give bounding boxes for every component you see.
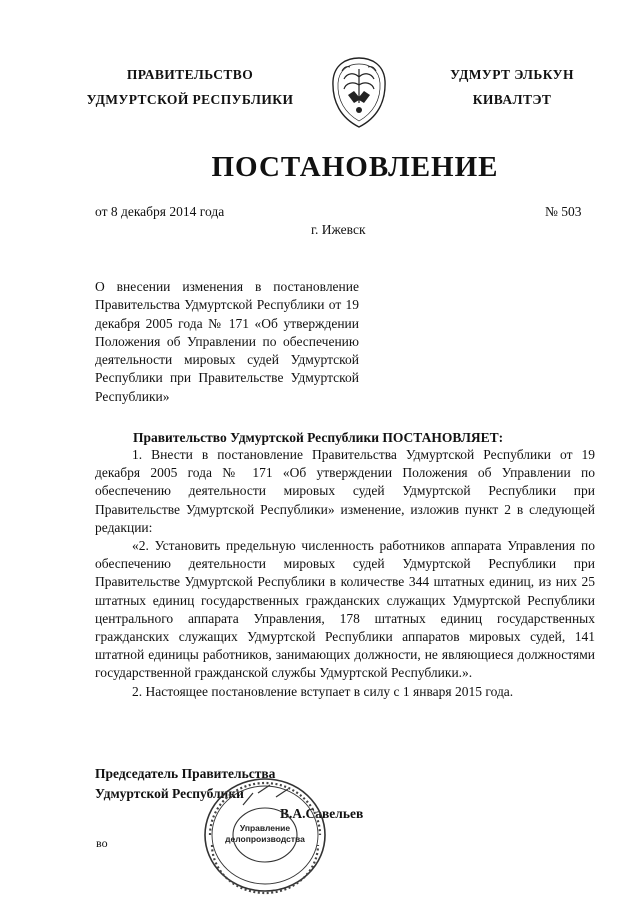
paragraph-1: 1. Внести в постановление Правительства Удмуртской Республики от 19 декабря 2005 года № 171 «Об утверждении Положения об Управлении по обеспечению деятельности мировых судей Удмуртской Республики при Правительстве Удмуртской Республики» изменение, изложив пункт 2 в следующей редакции: bbox=[95, 447, 595, 535]
document-subject: О внесении изменения в постановление Правительства Удмуртской Республики от 19 декабря 2005 года № 171 «Об утверждении Положения об Управлении по обеспечению деятельности мировых судей Удмуртской Республики при Правительстве Удмуртской Республики» bbox=[95, 279, 359, 404]
document-number: № 503 bbox=[545, 204, 582, 219]
header-right-line2: КИВАЛТЭТ bbox=[472, 92, 552, 107]
document-date: от 8 декабря 2014 года bbox=[95, 204, 225, 219]
signature-title-line2: Удмуртской Республики bbox=[95, 786, 244, 801]
document-city: г. Ижевск bbox=[311, 222, 366, 237]
signatory-name: В.А.Савельев bbox=[280, 806, 364, 821]
stamp-text-line1: Управление bbox=[239, 823, 291, 833]
header-left-line1: ПРАВИТЕЛЬСТВО bbox=[126, 67, 254, 82]
header-left bbox=[80, 62, 300, 112]
signature-title-line1: Председатель Правительства bbox=[95, 766, 276, 781]
executor-initials: во bbox=[96, 836, 108, 850]
stamp-seal bbox=[198, 775, 333, 895]
stamp-text-line2: делопроизводства bbox=[225, 834, 305, 844]
paragraph-3: 2. Настоящее постановление вступает в силу с 1 января 2015 года. bbox=[132, 683, 514, 699]
document-body bbox=[95, 446, 595, 701]
header-right-line1: УДМУРТ ЭЛЬКУН bbox=[450, 67, 574, 82]
paragraph-2: «2. Установить предельную численность работников аппарата Управления по обеспечению деятельности мировых судей Удмуртской Республики при Правительстве Удмуртской Республики в количестве 344 штатных единиц, из них 25 штатных единиц государственных гражданских служащих Удмуртской Республики центрального аппарата Управления, 178 штатных единиц государственных гражданских служащих Удмуртской Республики аппаратов мировых судей, 141 штатной единицы работников, занимающих должности, не являющиеся должностями государственной гражданской службы Удмуртской Республики.». bbox=[95, 538, 595, 681]
header-left-line2: УДМУРТСКОЙ РЕСПУБЛИКИ bbox=[86, 92, 294, 107]
header-right bbox=[412, 62, 612, 112]
decree-heading: Правительство Удмуртской Республики ПОСТАНОВЛЯЕТ: bbox=[133, 430, 504, 445]
emblem-icon bbox=[328, 55, 390, 131]
document-type-title: ПОСТАНОВЛЕНИЕ bbox=[211, 151, 499, 183]
